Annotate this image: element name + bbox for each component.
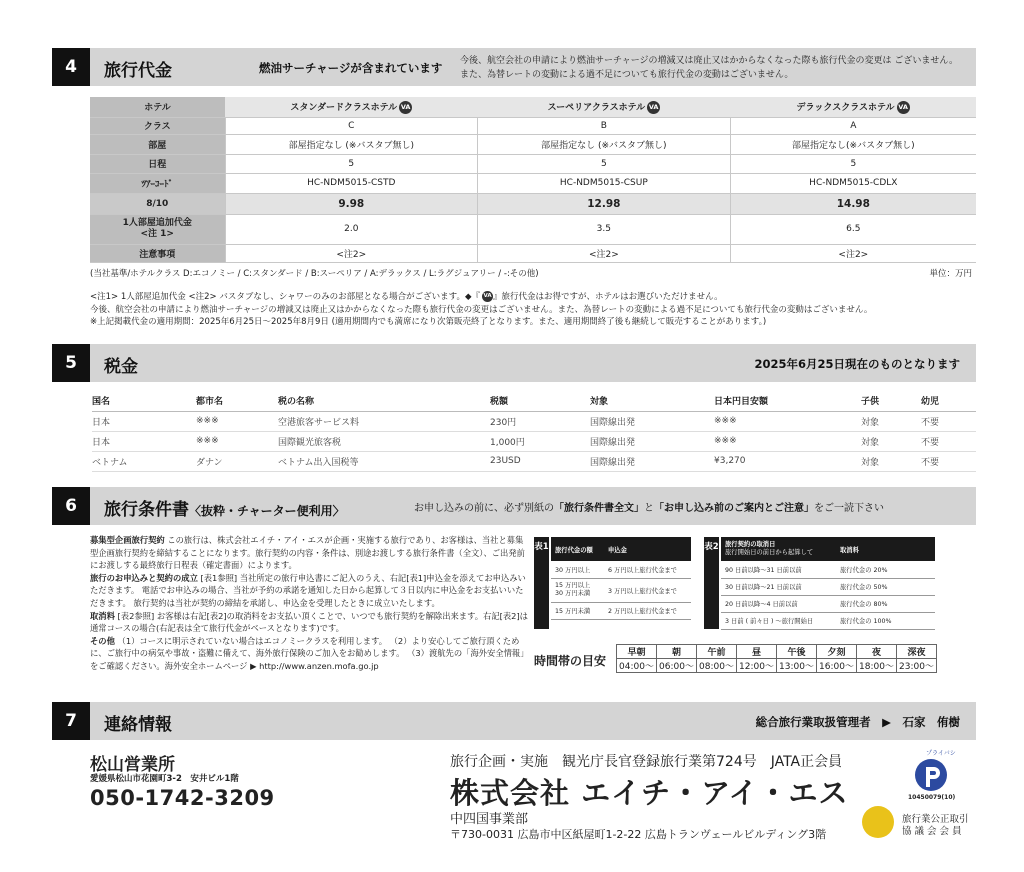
table1-tag: 表1 [534, 537, 549, 629]
price-row-class [90, 117, 976, 134]
header-note-line1: 今後、航空会社の申請により燃油サーチャージの増減又は廃止又はかからなくなった際も旅行代金の変更は ございません。 [460, 56, 958, 66]
tax-header: 都市名 [196, 391, 278, 411]
tz-time: 23:00〜 [897, 659, 937, 673]
cond-heading: 旅行のお申込みと契約の成立 [90, 572, 198, 583]
cell: A [730, 117, 976, 134]
tz-name: 昼 [737, 645, 777, 659]
conditions-text [90, 534, 530, 673]
note-line2: 今後、航空会社の申請により燃油サーチャージの増減又は廃止又はかからなくなった際も旅行代金の変更はございません。また、為替レートの変動による過不足についても旅行代金の変動はございません。 [90, 304, 873, 315]
t2-header: 取消料 [836, 537, 935, 561]
fair-trade-line1: 旅行業公正取引 [902, 814, 969, 825]
cell: 2 万円以上旅行代金まで [604, 602, 691, 619]
price-header-standard-label: スタンダードクラスホテル [290, 102, 398, 113]
cell: 90 日前以降～31 日前以前 [721, 561, 836, 578]
note-part: お申し込みの前に、必ず別紙の [414, 503, 554, 514]
cond-text: この旅行は、株式会社エイチ・アイ・エスが企画・実施する旅行であり、お客様は、当社と募集型企画旅行契約を締結することになります。旅行契約の内容・条件は、別途お渡しする旅行条件書（全文）、ご出発前にお渡しする最終旅行日程表（確定書面）によります。 [90, 535, 525, 571]
price-row-room [90, 134, 976, 154]
cell: HC-NDM5015-CSTD [225, 173, 478, 193]
price-value: 14.98 [730, 193, 976, 214]
fair-trade-seal-icon [862, 806, 894, 838]
cell: 6 万円以上旅行代金まで [604, 561, 691, 578]
travel-manager: 総合旅行業取扱管理者 ▶ 石家 侑樹 [755, 715, 960, 729]
cell: ※※※ [714, 411, 861, 431]
cell: 不要 [921, 451, 976, 471]
note-line1 [90, 291, 976, 304]
tax-header: 税額 [490, 391, 590, 411]
price-table [90, 97, 976, 263]
t2-header [721, 537, 836, 561]
note-line3: ※上記掲載代金の適用期間：2025年6月25日〜2025年8月9日 (適用期間内でも満席になり次第販売終了となります。また、適用期間終了後も継続して販売することがあります。) [90, 317, 767, 327]
note-part: と [644, 503, 654, 514]
cell: 5 [225, 154, 478, 173]
company-division: 中四国事業部 [450, 812, 529, 827]
company-name: 株式会社 エイチ・アイ・エス [450, 776, 849, 810]
row-label [90, 214, 225, 244]
cell: 旅行代金の 80% [836, 595, 935, 612]
tz-name: 夕刻 [817, 645, 857, 659]
cell: 23USD [490, 451, 590, 471]
price-row-days [90, 154, 976, 173]
fair-trade-member [902, 814, 969, 838]
section-number: 6 [52, 487, 90, 525]
cell: <注2> [478, 244, 731, 262]
price-value: 9.98 [225, 193, 478, 214]
section-title: 連絡情報 [104, 715, 172, 735]
section-title: 税金 [104, 357, 138, 377]
cell: 30 日前以降～21 日前以前 [721, 578, 836, 595]
cell: 旅行代金の 100% [836, 612, 935, 629]
office-address: 愛媛県松山市花園町3-2 安井ビル1階 [90, 774, 239, 784]
cell: 1,000円 [490, 431, 590, 451]
tax-header: 日本円目安額 [714, 391, 861, 411]
table-row [92, 411, 976, 431]
tz-name: 朝 [657, 645, 697, 659]
section-title [104, 495, 345, 520]
deposit-table [551, 537, 691, 620]
cell: ※※※ [196, 411, 278, 431]
va-icon: VA [482, 291, 493, 302]
price-header-deluxe-label: デラックスクラスホテル [796, 102, 895, 113]
note-line1a: <注1> 1人部屋追加代金 <注2> バスタブなし、シャワーのみのお部屋となる場合がございます。◆『 [90, 292, 481, 302]
price-row-tourcode [90, 173, 976, 193]
cell: 対象 [861, 431, 921, 451]
cell: 対象 [861, 411, 921, 431]
tz-time: 18:00〜 [857, 659, 897, 673]
privacy-number: 10450079(10) [908, 794, 956, 801]
company-registration: 旅行企画・実施 観光庁長官登録旅行業第724号 JATA正会員 [450, 754, 843, 770]
tax-header: 国名 [92, 391, 196, 411]
cell: 国際観光旅客税 [278, 431, 490, 451]
office-name: 松山営業所 [90, 755, 175, 775]
t2-header-line1: 旅行契約の取消日 [725, 541, 776, 548]
t1-header: 旅行代金の額 [551, 537, 604, 561]
cell: ※※※ [196, 431, 278, 451]
cell: 部屋指定なし (※バスタブ無し) [478, 134, 731, 154]
cell: 6.5 [730, 214, 976, 244]
row-label: 部屋 [90, 134, 225, 154]
company-address: 〒730-0031 広島市中区紙屋町1-2-22 広島トランヴェールビルディング3階 [450, 828, 827, 841]
price-header-deluxe [730, 97, 976, 117]
tax-header: 子供 [861, 391, 921, 411]
time-zone-table [616, 644, 937, 673]
tz-name: 午前 [697, 645, 737, 659]
table-row [92, 451, 976, 471]
cond-text: [表1参照] 当社所定の旅行申込書にご記入のうえ、右記[表1]申込金を添えてお申込みいただきます。 電話でお申込みの場合、当社が予約の承諾を通知した日から起算して３日以内に申込金をお支払いいただきます。 旅行契約は当社が契約の締結を承諾し、申込金を受理したときに成立いたします。 [90, 572, 526, 608]
cell: ※※※ [714, 431, 861, 451]
section-7-header [52, 702, 976, 740]
cell: 5 [730, 154, 976, 173]
cell: C [225, 117, 478, 134]
row-label-line2: <注 1> [140, 229, 174, 239]
tz-time: 04:00〜 [617, 659, 657, 673]
tax-header-row [92, 391, 976, 411]
row-label-line1: 1人部屋追加代金 [122, 218, 192, 228]
office-phone: 050-1742-3209 [90, 786, 275, 810]
tz-name: 早朝 [617, 645, 657, 659]
price-row-date [90, 193, 976, 214]
cell: ダナン [196, 451, 278, 471]
privacy-mark [904, 748, 958, 802]
cell: 対象 [861, 451, 921, 471]
unit-label: 単位：万円 [929, 269, 972, 279]
price-header-superior-label: スーペリアクラスホテル [547, 102, 646, 113]
cell: 30 万円以上 [551, 561, 604, 578]
cell: 3 日前 ( 前々日 ) ～旅行開始日 [721, 612, 836, 629]
section-title: 旅行代金 [104, 61, 172, 81]
note-part-bold: 「旅行条件書全文」 [554, 503, 644, 514]
tz-time: 13:00〜 [777, 659, 817, 673]
header-note [460, 54, 958, 82]
cell: 3.5 [478, 214, 731, 244]
cond-text: [表2参照] お客様は右記[表2]の取消料をお支払い頂くことで、いつでも旅行契約を解除出来ます。右記[表2]は通常コースの場合(右記表は全て旅行代金がベースとなります)です。 [90, 610, 528, 634]
section-title-main: 旅行条件書 [104, 500, 189, 520]
section-number: 4 [52, 48, 90, 86]
table2-tag: 表2 [704, 537, 719, 629]
cell: 不要 [921, 411, 976, 431]
notes-block [90, 291, 976, 329]
note-line1b: 』旅行代金はお得ですが、ホテルはお選びいただけません。 [493, 292, 723, 302]
cancellation-table [721, 537, 935, 630]
cell: 2.0 [225, 214, 478, 244]
row-label: 日程 [90, 154, 225, 173]
cell: 230円 [490, 411, 590, 431]
cell: 旅行代金の 50% [836, 578, 935, 595]
section-5-header [52, 344, 976, 382]
tz-name: 夜 [857, 645, 897, 659]
tax-header: 税の名称 [278, 391, 490, 411]
time-zone-label: 時間帯の目安 [534, 654, 607, 668]
cell: 15 万円未満 [551, 602, 604, 619]
tz-time: 16:00〜 [817, 659, 857, 673]
tz-name: 深夜 [897, 645, 937, 659]
row-label: ﾂｱｰｺｰﾄﾞ [90, 173, 225, 193]
price-header-hotel: ホテル [90, 97, 225, 117]
cell: <注2> [730, 244, 976, 262]
va-icon: VA [897, 101, 910, 114]
cell: 旅行代金の 20% [836, 561, 935, 578]
cell: 不要 [921, 431, 976, 451]
class-legend: (当社基準/ホテルクラス D:エコノミー / C:スタンダード / B:スーペリア / A:デラックス / L:ラグジュアリー / -:その他) [90, 269, 539, 279]
cell: 5 [478, 154, 731, 173]
cond-heading: 募集型企画旅行契約 [90, 535, 165, 545]
cell: ¥3,270 [714, 451, 861, 471]
section-4-header [52, 48, 976, 86]
cell: 空港旅客サービス料 [278, 411, 490, 431]
va-icon: VA [399, 101, 412, 114]
price-row-single [90, 214, 976, 244]
tz-time: 08:00〜 [697, 659, 737, 673]
t1-header: 申込金 [604, 537, 691, 561]
cell: ベトナム [92, 451, 196, 471]
cell: 部屋指定なし (※バスタブ無し) [225, 134, 478, 154]
cell: 日本 [92, 431, 196, 451]
t2-header-line2: 旅行開始日の前日から起算して [725, 549, 814, 556]
fair-trade-line2: 協 議 会 会 員 [902, 826, 962, 837]
cond-text: （1）コースに明示されていない場合はエコノミークラスを利用します。 （2）より安心してご旅行頂くために、ご旅行中の病気や事故・盗難に備えて、海外旅行保険のご加入をお勧めします。 （3）渡航先の「海外安全情報」をご確認ください。海外安全ホームページ ▶ http://www.anzen.mofa.go.jp [90, 635, 529, 671]
cell: 3 万円以上旅行代金まで [604, 578, 691, 602]
tz-name: 午後 [777, 645, 817, 659]
cell: 20 日前以降～4 日前以前 [721, 595, 836, 612]
conditions-read-note [414, 499, 884, 514]
tax-header: 対象 [590, 391, 714, 411]
tz-time: 06:00〜 [657, 659, 697, 673]
price-value: 12.98 [478, 193, 731, 214]
row-label: 8/10 [90, 193, 225, 214]
header-note-line2: また、為替レートの変動による過不足についても旅行代金の変動はございません。 [460, 70, 794, 80]
fuel-surcharge-note: 燃油サーチャージが含まれています [259, 61, 443, 75]
row-label: 注意事項 [90, 244, 225, 262]
price-header-superior [478, 97, 731, 117]
section-number: 5 [52, 344, 90, 382]
tax-date-suffix: 現在のものとなります [845, 357, 960, 371]
note-part: をご一読下さい [814, 503, 884, 514]
price-row-notes [90, 244, 976, 262]
cell: 国際線出発 [590, 431, 714, 451]
tz-time: 12:00〜 [737, 659, 777, 673]
cell: HC-NDM5015-CSUP [478, 173, 731, 193]
cond-heading: 取消料 [90, 610, 115, 621]
cell: 15 万円以上 30 万円未満 [551, 578, 604, 602]
tax-date: 2025年6月25日 [754, 357, 845, 371]
cell: 部屋指定なし(※バスタブ無し) [730, 134, 976, 154]
cell: ベトナム出入国税等 [278, 451, 490, 471]
cond-heading: その他 [90, 635, 115, 646]
tax-date-note [754, 356, 960, 372]
section-6-header [52, 487, 976, 525]
cell: 国際線出発 [590, 411, 714, 431]
cell: B [478, 117, 731, 134]
tax-header: 幼児 [921, 391, 976, 411]
cell: 日本 [92, 411, 196, 431]
tax-table [92, 391, 976, 472]
privacy-word: プライバシー [926, 750, 956, 766]
cell: 国際線出発 [590, 451, 714, 471]
table-row [92, 431, 976, 451]
section-title-sub: 〈抜粋・チャーター便利用〉 [189, 504, 345, 518]
row-label: クラス [90, 117, 225, 134]
price-header-standard [225, 97, 478, 117]
note-part-bold: 「お申し込み前のご案内とご注意」 [654, 503, 814, 514]
cell: <注2> [225, 244, 478, 262]
cell: HC-NDM5015-CDLX [730, 173, 976, 193]
va-icon: VA [647, 101, 660, 114]
section-number: 7 [52, 702, 90, 740]
